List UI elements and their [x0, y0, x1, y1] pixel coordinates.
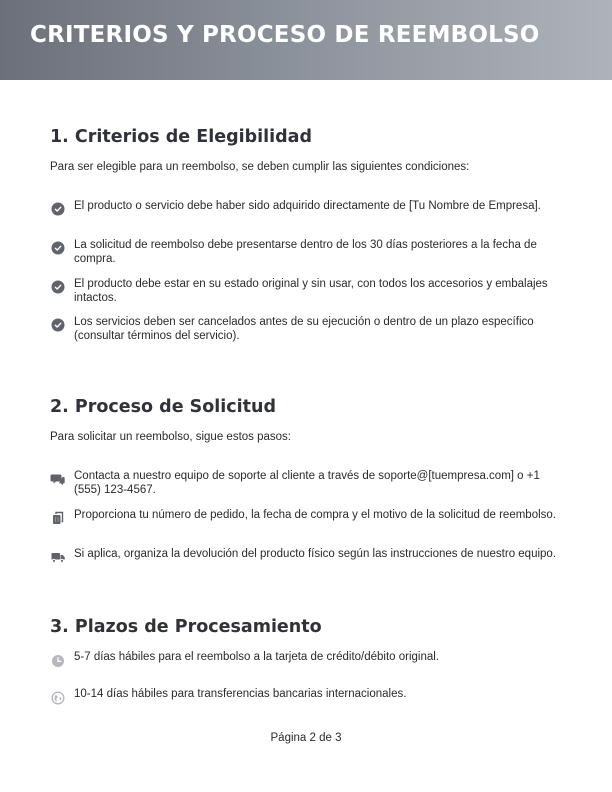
page-header: [0, 0, 612, 80]
list-item-text: Proporciona tu número de pedido, la fecha de compra y el motivo de la solicitud de reembolso.: [74, 509, 556, 521]
truck-icon: [50, 549, 66, 565]
list-item-text: La solicitud de reembolso debe presentarse dentro de los 30 días posteriores a la fecha de compra.: [74, 239, 537, 265]
list-item: [50, 469, 562, 497]
list-item-text: 10-14 días hábiles para transferencias bancarias internacionales.: [74, 688, 407, 700]
list-item: [50, 277, 562, 305]
check-circle-icon: [50, 201, 66, 217]
check-circle-icon: [50, 317, 66, 333]
section-intro-request-process: Para solicitar un reembolso, sigue estos pasos:: [50, 431, 291, 443]
section-title-request-process: 2. Proceso de Solicitud: [50, 397, 277, 417]
section-title-eligibility: 1. Criterios de Elegibilidad: [50, 127, 313, 147]
page-number: Página 2 de 3: [270, 732, 342, 744]
list-item: [50, 238, 562, 266]
copy-documents-icon: [50, 510, 66, 526]
list-item: [50, 199, 562, 217]
list-item: [50, 508, 562, 526]
globe-icon: [50, 689, 66, 705]
list-item: [50, 687, 562, 705]
check-circle-icon: [50, 279, 66, 295]
clock-icon: [50, 652, 66, 668]
list-item-text: El producto o servicio debe haber sido adquirido directamente de [Tu Nombre de Empresa].: [74, 200, 541, 212]
list-item-text: El producto debe estar en su estado original y sin usar, con todos los accesorios y embalajes intactos.: [74, 278, 548, 304]
list-item-text: Si aplica, organiza la devolución del producto físico según las instrucciones de nuestro equipo.: [74, 548, 557, 560]
list-item: [50, 547, 562, 565]
list-item: [50, 315, 562, 343]
list-item-text: Los servicios deben ser cancelados antes de su ejecución o dentro de un plazo específico (consultar términos del servicio).: [74, 316, 534, 342]
section-title-processing-times: 3. Plazos de Procesamiento: [50, 617, 322, 637]
chat-bubbles-icon: [50, 471, 66, 487]
list-item: [50, 650, 562, 668]
list-item-text: 5-7 días hábiles para el reembolso a la tarjeta de crédito/débito original.: [74, 651, 440, 663]
page-title: CRITERIOS Y PROCESO DE REEMBOLSO: [30, 22, 540, 48]
list-item-text: Contacta a nuestro equipo de soporte al cliente a través de soporte@[tuempresa.com] o +1 (555) 123-4567.: [74, 470, 540, 496]
check-circle-icon: [50, 240, 66, 256]
section-intro-eligibility: Para ser elegible para un reembolso, se deben cumplir las siguientes condiciones:: [50, 161, 470, 173]
